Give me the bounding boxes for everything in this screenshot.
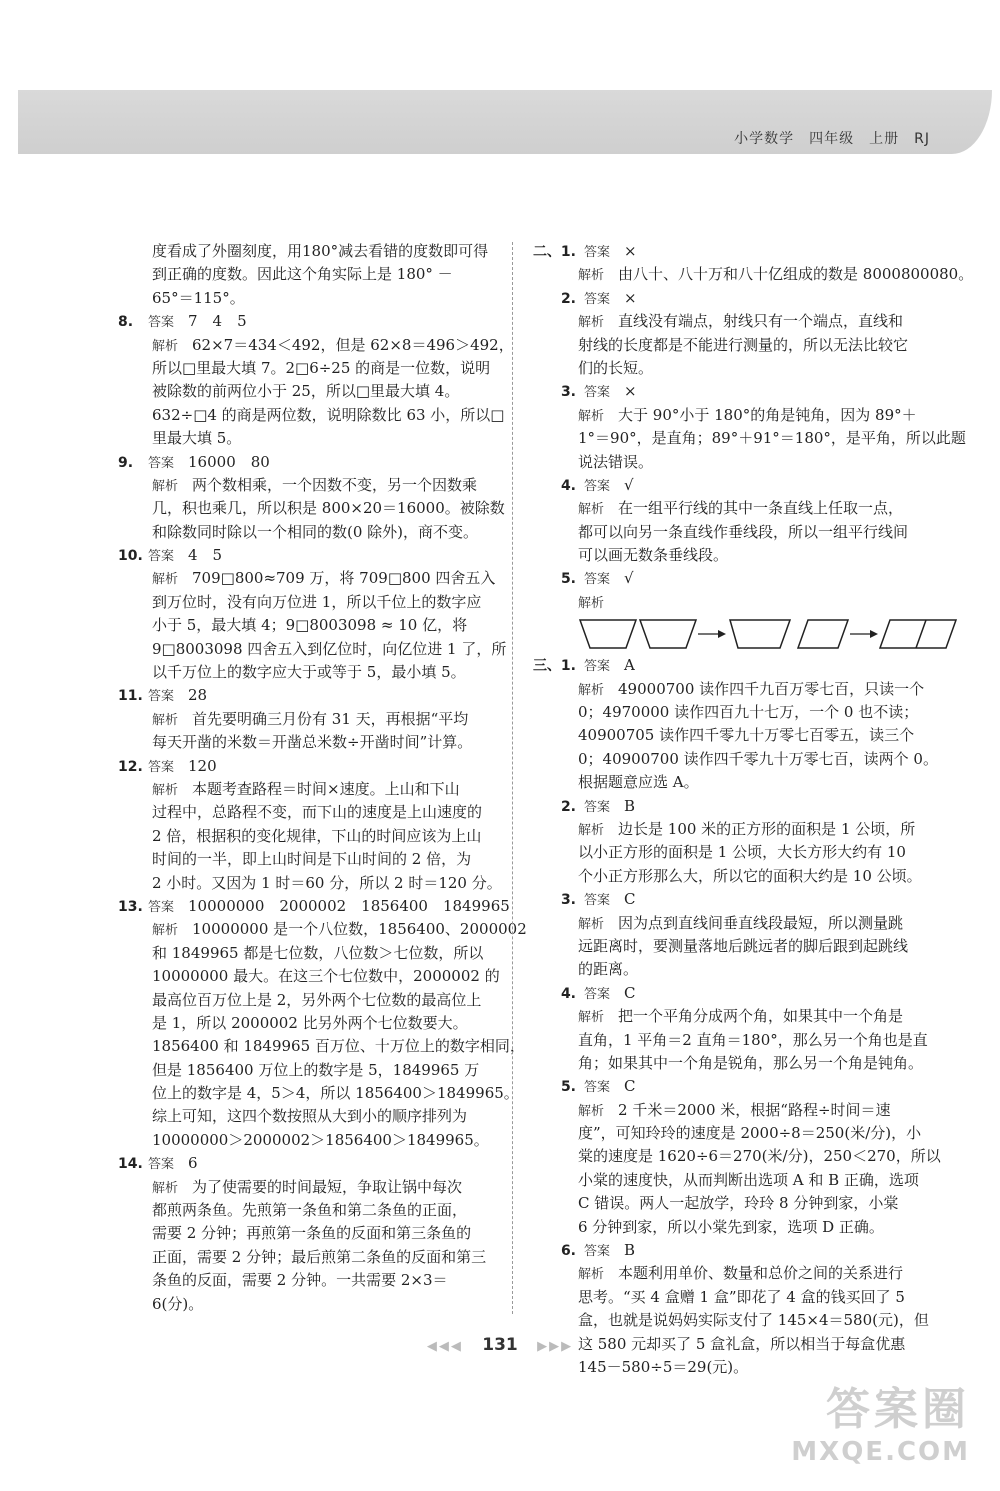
explanation-line (528, 818, 938, 841)
question-number: 12. (118, 758, 143, 775)
answer-text: 120 (188, 756, 217, 775)
explanation-line (528, 912, 938, 935)
answer-label: 答案 (584, 893, 611, 909)
explanation-label: 解析 (578, 1010, 605, 1026)
answer-label: 答案 (584, 799, 611, 815)
explanation-line (528, 1262, 938, 1285)
question-number: 5. (560, 571, 576, 588)
answer-line (118, 544, 500, 567)
answer-text: B (624, 1241, 636, 1260)
explanation-text: 把一个平角分成两个角，如果其中一个角是 (618, 1007, 904, 1026)
explanation-line (140, 918, 527, 941)
question-number: 6. (560, 1243, 576, 1260)
explanation-text: 本题利用单价、数量和总价之间的关系进行 (618, 1264, 904, 1283)
answer-line (528, 380, 938, 403)
answer-text: 10000000 2000002 1856400 1849965 (188, 896, 510, 915)
explanation-line (140, 708, 500, 731)
explanation-text: 大于 90°小于 180°的角是钝角，因为 89°＋ (618, 405, 917, 424)
explanation-label: 解析 (578, 502, 605, 518)
answer-label: 答案 (584, 986, 611, 1002)
explanation-label: 解析 (152, 572, 179, 588)
explanation-text: 本题考查路程＝时间×速度。上山和下山 (192, 779, 460, 798)
text-line: 但是 1856400 万位上的数字是 5，1849965 万 (152, 1060, 480, 1079)
text-line: 位上的数字是 4，5＞4，所以 1856400＞1849965。 (152, 1084, 519, 1103)
answer-line (528, 240, 938, 263)
answer-text: × (624, 288, 637, 307)
explanation-line (528, 591, 938, 614)
answer-label: 答案 (148, 549, 175, 565)
explanation-label: 解析 (152, 1180, 179, 1196)
text-line: 需要 2 分钟；再煎第一条鱼的反面和第三条鱼的 (152, 1224, 472, 1243)
explanation-label: 解析 (578, 1103, 605, 1119)
left-column (118, 240, 527, 1316)
explanation-text: 因为点到直线间垂直线段最短，所以测量跳 (618, 913, 904, 932)
explanation-label: 解析 (152, 923, 179, 939)
text-line: 时间的一半，即上山时间是下山时间的 2 倍，为 (152, 850, 472, 869)
next-page-arrows[interactable]: ▶▶▶ (537, 1339, 574, 1354)
explanation-line (140, 1176, 500, 1199)
explanation-label: 解析 (578, 595, 605, 611)
text-line: 和除数同时除以一个相同的数(0 除外)，商不变。 (152, 522, 479, 541)
answer-line (118, 755, 500, 778)
watermark-logo: 答案圈 (826, 1384, 970, 1435)
text-line: 到正确的度数。因此这个角实际上是 180° － (152, 265, 453, 284)
right-column (528, 240, 974, 1379)
answer-label: 答案 (584, 291, 611, 307)
text-line: 这 580 元却买了 5 盒礼盒，所以相当于每盒优惠 (578, 1334, 906, 1353)
text-line: 思考。“买 4 盒赠 1 盒”即花了 4 盒的钱买回了 5 (578, 1287, 905, 1306)
explanation-label: 解析 (578, 682, 605, 698)
answer-label: 答案 (584, 478, 611, 494)
question-number: 二、1. (532, 244, 576, 260)
question-number: 4. (560, 477, 576, 494)
explanation-text: 10000000 是一个八位数，1856400、2000002 (192, 920, 527, 939)
answer-label: 答案 (584, 1244, 611, 1260)
answer-label: 答案 (584, 659, 611, 675)
answer-line (118, 895, 510, 918)
text-line: 0；40900700 读作四千零九十万零七百，读两个 0。 (578, 749, 938, 768)
answer-line (118, 310, 500, 333)
book-title: 小学数学 四年级 上册 RJ (734, 131, 930, 147)
text-line: 说法错误。 (578, 452, 654, 471)
answer-label: 答案 (584, 245, 611, 260)
text-line: 几，积也乘几，所以积是 800×20＝16000。被除数 (152, 499, 505, 518)
text-line: 里最大填 5。 (152, 429, 242, 448)
text-line: 和 1849965 都是七位数，八位数＞七位数，所以 (152, 943, 484, 962)
answer-text: 6 (188, 1154, 198, 1173)
question-number: 2. (560, 798, 576, 815)
text-line: 可以画无数条垂线段。 (578, 546, 729, 565)
explanation-line (528, 678, 938, 701)
explanation-line (528, 497, 938, 520)
answer-label: 答案 (148, 759, 175, 775)
explanation-text: 2 千米＝2000 米，根据“路程÷时间＝速 (618, 1100, 891, 1119)
explanation-text: 边长是 100 米的正方形的面积是 1 公顷，所 (618, 819, 916, 838)
text-line: 都可以向另一条直线作垂线段，所以一组平行线间 (578, 522, 909, 541)
answer-line (528, 982, 938, 1005)
answer-text: 7 4 5 (188, 312, 247, 331)
answer-line (528, 287, 938, 310)
question-number: 14. (118, 1156, 143, 1173)
explanation-text: 两个数相乘，一个因数不变，另一个因数乘 (192, 475, 478, 494)
text-line: 盒，也就是说妈妈实际支付了 145×4＝580(元)，但 (578, 1311, 929, 1330)
answer-label: 答案 (148, 315, 175, 331)
text-line: 9□8003098 四舍五入到亿位时，向亿位进 1 了，所 (152, 639, 507, 658)
answer-label: 答案 (148, 899, 175, 915)
answer-text: × (624, 242, 637, 260)
explanation-label: 解析 (578, 822, 605, 838)
explanation-label: 解析 (152, 712, 179, 728)
explanation-text: 首先要明确三月份有 31 天，再根据“平均 (192, 709, 469, 728)
watermark (791, 1373, 970, 1467)
shape-transform-icon (578, 618, 958, 650)
text-line: 以千万位上的数字应大于或等于 5，最小填 5。 (152, 663, 466, 682)
text-line: 最高位百万位上是 2，另外两个七位数的最高位上 (152, 990, 482, 1009)
explanation-label: 解析 (152, 478, 179, 494)
text-line: 度看成了外圈刻度，用180°减去看错的度数即可得 (152, 242, 489, 260)
answer-text: B (624, 796, 636, 815)
text-line: 65°＝115°。 (152, 288, 245, 307)
explanation-text: 709□800≈709 万，将 709□800 四舍五入 (192, 569, 496, 588)
explanation-text: 49000700 读作四千九百万零七百，只读一个 (618, 679, 925, 698)
answer-label: 答案 (148, 1157, 175, 1173)
text-line: 条鱼的反面，需要 2 分钟。一共需要 2×3＝ (152, 1271, 448, 1290)
text-line: 2 倍，根据积的变化规律，下山的时间应该为上山 (152, 826, 482, 845)
answer-line (528, 888, 938, 911)
text-line: 度”，可知玲玲的速度是 2000÷8＝250(米/分)，小 (578, 1124, 922, 1143)
text-line: 到万位时，没有向万位进 1，所以千位上的数字应 (152, 592, 482, 611)
answer-label: 答案 (148, 689, 175, 705)
text-line: 们的长短。 (578, 358, 654, 377)
answer-line (528, 567, 938, 590)
text-line: 正面，需要 2 分钟；最后煎第二条鱼的反面和第三 (152, 1247, 487, 1266)
explanation-label: 解析 (152, 782, 179, 798)
watermark-url: MXQE.COM (791, 1437, 970, 1467)
text-line: 棠的速度是 1620÷6＝270(米/分)，250＜270，所以 (578, 1147, 941, 1166)
question-number: 8. (118, 314, 134, 331)
answer-text: 28 (188, 686, 208, 705)
text-line: 过程中，总路程不变，而下山的速度是上山速度的 (152, 803, 483, 822)
answer-text: √ (624, 569, 634, 588)
explanation-line (528, 1005, 938, 1028)
text-line: 6(分)。 (152, 1294, 204, 1313)
explanation-label: 解析 (152, 338, 179, 354)
explanation-line (140, 567, 500, 590)
text-line: 远距离时，要测量落地后跳远者的脚后跟到起跳线 (578, 936, 909, 955)
answer-text: 16000 80 (188, 452, 270, 471)
text-line: 40900705 读作四千零九十万零七百零五，读三个 (578, 726, 915, 745)
text-line: 10000000 最大。在这三个七位数中，2000002 的 (152, 967, 500, 986)
page-number: 131 (482, 1335, 518, 1355)
question-number: 4. (560, 985, 576, 1002)
question-number: 三、1. (532, 658, 576, 675)
text-line: 小棠的速度快，从而判断出选项 A 和 B 正确，选项 (578, 1170, 919, 1189)
text-line: 1°＝90°，是直角；89°＋91°＝180°，是平角，所以此题 (578, 429, 966, 448)
question-number: 2. (560, 290, 576, 307)
answer-text: √ (624, 475, 634, 494)
explanation-text: 直线没有端点，射线只有一个端点，直线和 (618, 312, 904, 331)
answer-line (528, 1239, 938, 1262)
explanation-text: 62×7＝434＜492，但是 62×8＝496＞492， (192, 335, 514, 354)
answer-line (528, 795, 938, 818)
question-number: 3. (560, 892, 576, 909)
explanation-line (140, 334, 514, 357)
answer-label: 答案 (584, 1080, 611, 1096)
text-line: 10000000＞2000002＞1856400＞1849965。 (152, 1130, 489, 1149)
question-number: 13. (118, 898, 143, 915)
question-number: 9. (118, 454, 134, 471)
text-line: 是 1，所以 2000002 比另外两个七位数要大。 (152, 1013, 468, 1032)
text-line: 1856400 和 1849965 百万位、十万位上的数字相同， (152, 1037, 525, 1056)
answer-line (118, 684, 500, 707)
explanation-text: 由八十、八十万和八十亿组成的数是 8000800080。 (618, 265, 974, 284)
text-line: 2 小时。又因为 1 时＝60 分，所以 2 时＝120 分。 (152, 873, 502, 892)
prev-page-arrows[interactable]: ◀◀◀ (426, 1339, 463, 1354)
answer-text: C (624, 1077, 636, 1096)
text-line: 的距离。 (578, 960, 639, 979)
parallelogram-transform-figure (528, 618, 938, 652)
explanation-label: 解析 (578, 408, 605, 424)
question-number: 11. (118, 688, 143, 705)
question-number: 3. (560, 384, 576, 401)
answer-line (528, 474, 938, 497)
column-divider (512, 242, 513, 1314)
explanation-line (528, 263, 974, 286)
answer-label: 答案 (584, 385, 611, 401)
text-line: 根据题意应选 A。 (578, 773, 699, 792)
text-line: C 错误。两人一起放学，玲玲 8 分钟到家，小棠 (578, 1194, 899, 1213)
text-line: 被除数的前两位小于 25，所以□里最大填 4。 (152, 382, 460, 401)
explanation-line (528, 404, 938, 427)
text-line: 直角，1 平角＝2 直角＝180°，那么另一个角也是直 (578, 1030, 928, 1049)
answer-text: × (624, 382, 637, 401)
text-line: 每天开凿的米数＝开凿总米数÷开凿时间”计算。 (152, 733, 473, 752)
text-line: 小于 5，最大填 4；9□8003098 ≈ 10 亿，将 (152, 616, 468, 635)
text-line: 射线的长度都是不能进行测量的，所以无法比较它 (578, 335, 909, 354)
text-line: 都煎两条鱼。先煎第一条鱼和第二条鱼的正面， (152, 1201, 468, 1220)
answer-label: 答案 (148, 455, 175, 471)
explanation-text: 在一组平行线的其中一条直线上任取一点， (618, 499, 904, 518)
text-line: 632÷□4 的商是两位数，说明除数比 63 小，所以□ (152, 405, 505, 424)
page-footer (0, 1335, 1000, 1355)
text-line: 个小正方形那么大，所以它的面积大约是 10 公顷。 (578, 866, 922, 885)
explanation-label: 解析 (578, 268, 605, 284)
explanation-label: 解析 (578, 916, 605, 932)
question-number: 5. (560, 1079, 576, 1096)
text-line: 角；如果其中一个角是锐角，那么另一个角是钝角。 (578, 1053, 924, 1072)
answer-line (118, 451, 500, 474)
answer-line (528, 654, 938, 677)
question-number: 10. (118, 548, 143, 565)
text-line: 以小正方形的面积是 1 公顷，大长方形大约有 10 (578, 843, 906, 862)
answer-line (118, 1152, 500, 1175)
explanation-label: 解析 (578, 315, 605, 331)
text-line: 综上可知，这四个数按照从大到小的顺序排列为 (152, 1107, 468, 1126)
text-line: 145－580÷5＝29(元)。 (578, 1357, 749, 1376)
explanation-line (528, 1099, 938, 1122)
answer-text: 4 5 (188, 546, 223, 565)
explanation-text: 为了使需要的时间最短，争取让锅中每次 (192, 1177, 463, 1196)
answer-text: A (624, 656, 635, 675)
answer-label: 答案 (584, 572, 611, 588)
text-line: 0；4970000 读作四百九十七万，一个 0 也不读； (578, 703, 919, 722)
answer-line (528, 1075, 938, 1098)
explanation-label: 解析 (578, 1267, 605, 1283)
answer-text: C (624, 890, 636, 909)
explanation-line (528, 310, 938, 333)
explanation-line (140, 474, 500, 497)
explanation-line (140, 778, 500, 801)
answer-text: C (624, 983, 636, 1002)
text-line: 6 分钟到家，所以小棠先到家，选项 D 正确。 (578, 1217, 884, 1236)
text-line: 所以□里最大填 7。2□6÷25 的商是一位数，说明 (152, 358, 491, 377)
